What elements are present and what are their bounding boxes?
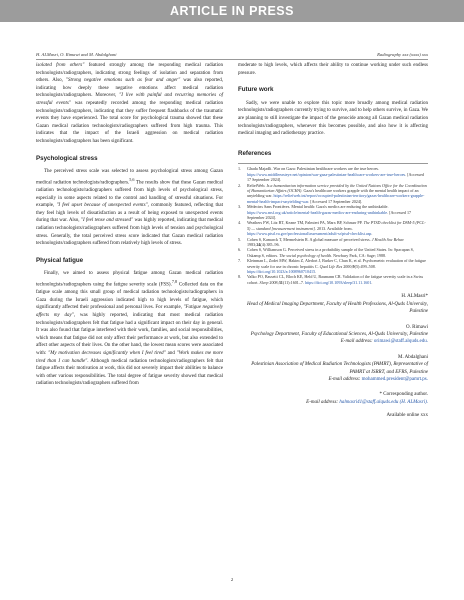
reference-item [238, 204, 428, 220]
reference-number: 3. [238, 204, 242, 210]
reference-number: 4. [238, 220, 242, 226]
references-title: References [238, 149, 272, 157]
author-name: O. Rimawi [406, 324, 428, 330]
reference-item [238, 237, 428, 248]
author-affiliation: Head of Medical Imaging Department, Faculty of Health Professions, Al-Quds University, Palestine [247, 301, 428, 315]
left-column [36, 62, 223, 388]
header-rule [36, 59, 428, 60]
reference-item [238, 247, 428, 258]
author-block [238, 293, 428, 383]
reference-item [238, 166, 428, 182]
running-head-journal: Radiography xxx (xxxx) xxx [377, 52, 428, 57]
references-rule [238, 163, 428, 164]
continuation-paragraph: moderate to high levels, which affects their ability to continue working under such endless pressure. [238, 63, 428, 76]
reference-link[interactable]: https://reliefweb.int/report/occupied-palestinian-territory/gazas-healthcare-workers-grapple-mental-health-impact-unyielding-war [247, 193, 425, 204]
corresponding-email-link[interactable]: halmasri41@staff.alquds.edu (H. ALMasri). [339, 399, 428, 405]
section-title-future-work: Future work [238, 86, 274, 94]
section-title-stress: Psychological stress [36, 154, 98, 162]
reference-text: Médecins Sans Frontières. Mental health: Gaza's medics are enduring the unthinkable. https://www.msf.org.uk/article/mental-health-gazas-medics-are-enduring-unthinkable. [Accessed 17 September 2024]. [247, 204, 412, 220]
reference-item [238, 183, 428, 205]
intro-paragraph: isolated from others" featured strongly among the responding medical radiation technologists/radiographers, indicating strong feelings of isolation and separation from others. Also, "Strong negative emotions such as fear and anger" was also reported, indicating how deeply these negative emotions affect medical radiation technologists/radiographers. Moreover, "I live with painful and recurring memories of stressful events" was repeatedly recorded among the responding medical radiation technologists/radiographers, indicating that they suffer frequent flashbacks of the traumatic events they have experienced. The total score for psychological trauma showed that these Gazan medical radiation technologists/radiographers suffered from high trauma. This indicates that the impact of the Israeli aggression on medical radiation technologists/radiographers has been significant. [36, 63, 223, 144]
reference-link[interactable]: https://www.ptsd.va.gov/professional/assessment/adult-sr/ptsd-checklist.asp [247, 231, 372, 237]
reference-number: 5. [238, 236, 242, 242]
reference-text: ReliefWeb. Is a humanitarian information service provided by the United Nations Office for the Coordination of Humanitarian Affairs (OCHA). Gaza's healthcare workers grapple with the mental health impact of an unyielding war. https://reliefweb.int/report/occupied-palestinian-territory/gazas-healthcare-workers-grapple-mental-health-impact-unyielding-war. [Accessed 17 September 2024]. [247, 182, 427, 204]
reference-text: Kleinman L, Zodet MW, Hakim Z, Aledort J, Barker C, Chan K, et al. Psychometric evaluation of the fatigue severity scale for use in chronic hepatitis C. Qual Life Res 2000;9(5):499–508. https://doi.org/10.1023/a:1008960710415. [247, 258, 426, 275]
section-title-fatigue: Physical fatigue [36, 256, 84, 264]
author-email-line [238, 376, 428, 383]
corresponding-label: * Corresponding author. [379, 392, 428, 398]
references-section [238, 150, 428, 286]
reference-link[interactable]: https://www.middleeasteye.net/opinion/war-gaza-palestinian-healthcare-workers-are-true-heroes [247, 171, 406, 177]
reference-text: Cohen S, Kamarck T, Mermelstein R. A global measure of perceived stress. J Health Soc Behav 1983;24(4):385–96. [247, 236, 404, 248]
author-email-label: E-mail address: [340, 339, 374, 345]
corresponding-email-line [238, 399, 428, 406]
corresponding-email-label: E-mail address: [306, 399, 339, 405]
article-in-press-banner: ARTICLE IN PRESS [0, 0, 464, 22]
reference-link[interactable]: https://www.msf.org.uk/article/mental-health-gazas-medics-are-enduring-unthinkable [247, 209, 388, 215]
reference-text: Ghada Majadli. War on Gaza: Palestinian healthcare workers are the true heroes. https://www.middleeasteye.net/opinion/war-gaza-palestinian-healthcare-workers-are-true-heroes. [Accessed 17 September 2024]. [247, 166, 424, 183]
reference-item [238, 258, 428, 274]
author-email-link[interactable]: orimawi@staff.alquds.edu. [373, 339, 428, 345]
reference-text: Weathers FW, Litz BT, Keane TM, Palmieri PA, Marx BP, Schnurr PP. The PTSD checklist for DSM-5 (PCL-5) — standard [measurement instrument]. 2013. Available from. https://www.ptsd.va.gov/professional/assessment/adult-sr/ptsd-checklist.asp. [247, 220, 426, 237]
stress-paragraph: The perceived stress scale was selected to assess psychological stress among Gazan medical radiation technologists/radiographers.$^{5,6}$ The results show that these Gazan medical radiation technologists/radiographers suffered from high levels of psychological stress, especially in some aspects related to the control and handling of stressful situations. For example, "I feel upset because of unexpected events", commonly featured, reflecting that they feel high levels of dissatisfaction as a result of being exposed to unexpected events during that war. Also, "I feel tense and stressed" was highly reported, indicating that medical radiation technologists/radiographers suffered from high levels of tension and psychological stress. Generally, the total perceived stress score indicated that Gazan medical radiation technologists/radiographers suffered from relatively high levels of stress. [36, 169, 224, 247]
references-list [238, 166, 428, 285]
reference-number: 2. [238, 182, 242, 188]
fatigue-paragraph: Finally, we aimed to assess physical fatigue among Gazan medical radiation technologists/radiographers using the fatigue severity scale (FSS).$^{7,8}$ Collected data on the fatigue scale among this small group of medical radiation technologists/radiographers in Gaza during the Israeli aggression indicated high to high levels of fatigue, which significantly affected their professional and personal lives. For example, "Fatigue negatively affects my day", was highly reported, indicating that most medical radiation technologists/radiographers felt that fatigue had a significant impact on their day in general. It was also found that fatigue interfered with their work, families, and social responsibilities, which means that fatigue did not only affect their performance at work, but also extended to affect other aspects of their lives. On the other hand, the lowest mean scores were associated with: "My motivation decreases significantly when I feel tired" and "Work makes me more tired than I can handle". Although medical radiation technologists/radiographers felt that fatigue affects their motivation at work, this did not severely impact their abilities to balance with other various responsibilities. The total degree of fatigue severity showed that medical radiation technologists/radiographers suffered from [36, 271, 224, 387]
author-email-line [238, 338, 428, 345]
author-email-link[interactable]: mohammed.president@pamrt.ps. [361, 376, 428, 382]
author-name: M. Abdalghani [398, 354, 428, 360]
reference-link[interactable]: https://doi.org/10.1093/sleep/31.11.1601 [304, 279, 372, 285]
reference-link[interactable]: https://doi.org/10.1023/a:1008960710415 [247, 269, 316, 275]
running-head [36, 52, 428, 57]
author-entry [238, 293, 428, 315]
author-entry [238, 354, 428, 384]
reference-number: 8. [238, 274, 242, 280]
author-affiliation: Palestinian Association of Medical Radiation Technologists (PAMRT), Representative of PAMRT at ISRRT, and EFRS, Palestine [251, 362, 428, 375]
author-affiliation: Psychology Department, Faculty of Educational Sciences, Al-Quds University, Palestine [250, 331, 428, 337]
reference-item [238, 220, 428, 236]
page [0, 22, 464, 600]
author-name: H. ALMasri* [401, 294, 428, 300]
future-work-paragraph: Sadly, we were unable to explore this topic more broadly among medical radiation technologists/radiographers currently trying to survive, and to help others survive, in Gaza. We are planning to still investigate the impact of the genocide among all Gazan medical radiation technologists/radiographers, whenever this becomes possible, and also how it is affecting medical imaging and radiotherapy practice. [238, 100, 428, 137]
reference-text: Cohen S, Williamson G. Perceived stress in a probability sample of the United States. In: Spacapan S, Oskamp S, editors. The social psychology of health. Newbury Park, CA: Sage; 1988. [247, 247, 414, 258]
reference-item [238, 274, 428, 285]
reference-number: 7. [238, 258, 242, 264]
author-email-label: E-mail address: [328, 376, 362, 382]
corresponding-author [238, 391, 428, 406]
reference-text: Valko PO, Bassetti CL, Bloch KE, Held U, Baumann CR. Validation of the fatigue severity scale in a Swiss cohort. Sleep 2008;31(11):1601–7. https://doi.org/10.1093/sleep/31.11.1601. [247, 274, 424, 285]
right-column [238, 62, 428, 420]
running-head-authors: H. ALMasri, O. Rimawi and M. Abdalghani [36, 52, 117, 57]
available-online: Available online xxx [386, 413, 428, 419]
author-entry [238, 324, 428, 346]
reference-number: 6. [238, 247, 242, 253]
page-number: 2 [230, 577, 234, 582]
reference-number: 1. [238, 166, 242, 172]
